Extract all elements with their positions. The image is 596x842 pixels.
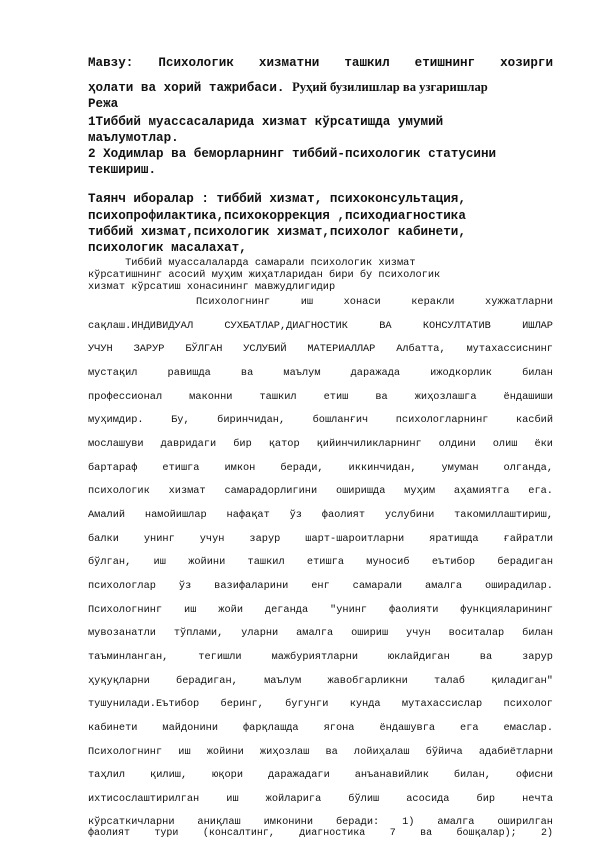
body-line: Психологнинг иш жойи деганда "унинг фаолияти функцияларининг [88,604,553,616]
body-line: мувозанатли тўплами, уларни амалга ошириш учун воситалар билан [88,627,553,639]
body-line: ихтисослаштирилган иш жойларига бўлиш асосида бир нечта [88,793,553,805]
body-line: кўрсаткичларни аниқлаш имконини беради: 1) амалга оширилган [88,816,553,828]
body-line: тушунилади.Еътибор беринг, бугунги кунда мутахассислар психолог [88,698,553,710]
body-line: Психологнинг иш хонаси керакли хужжатларни [196,296,553,308]
title-line-2 [88,80,488,95]
intro-line: хизмат кўрсатиш хонасининг мавжудлигидир [88,281,336,293]
plan-item-1-line-2: маълумотлар. [88,131,179,145]
body-line: Психологнинг иш жойини жиҳозлаш ва лойиҳалаш бўйича адабиётларни [88,746,553,758]
body-line: таъминланган, тегишли мажбуриятларни юклайдиган ва зарур [88,651,553,663]
title-line-2-serif: Руҳий бузилишлар ва узгаришлар [292,80,488,94]
plan-label: Режа [88,97,119,111]
body-line: муҳимдир. Бу, биринчидан, бошланғич психологларнинг касбий [88,414,553,426]
intro-line: Тиббий муассалаларда самарали психологик хизмат [88,257,416,269]
plan-item-1-line-1: 1Тиббий муассаcаларида хизмат кўрсатишда умумий [88,115,444,129]
title-line-1: Мавзу: Психологик хизматни ташкил етишнинг хозирги [88,56,553,70]
body-line: кабинети майдонини фарқлашда ягона ёндашувга ега емаслар. [88,722,553,734]
body-line: сақлаш.ИНДИВИДУАЛ СУХБАТЛАР,ДИАГНОСТИК ВА КОНСУЛТАТИВ ИШЛАР [88,320,553,332]
body-line: Амалий намойишлар нафақат ўз фаолият услубини такомиллаштириш, [88,509,553,521]
body-line: ҳуқуқларни берадиган, маълум жавобгарликни талаб қиладиган" [88,675,553,687]
body-line: таҳлил қилиш, юқори даражадаги анъанавийлик билан, офисни [88,769,553,781]
body-line: фаолият тури (консалтинг, диагностика 7 ва бошқалар); 2) [88,828,553,839]
body-line: профессионал маконни ташкил етиш ва жиҳозлашга ёндашиши [88,391,553,403]
intro-line: кўрсатишнинг асосий муҳим жиҳатларидан бири бу психологик [88,269,441,281]
body-line: бўлган, иш жойини ташкил етишга муносиб еътибор берадиган [88,556,553,568]
plan-item-2-line-2: текшириш. [88,163,157,177]
body-line: бартараф етишга имкон беради, иккинчидан, умуман олганда, [88,462,553,474]
body-line: мустақил равишда ва маълум даражада ижодкорлик билан [88,367,553,379]
body-line: психологик хизмат самарадорлигини оширишда муҳим аҳамиятга ега. [88,485,553,497]
body-line: УЧУН ЗАРУР БЎЛГАН УСЛУБИЙ МАТЕРИАЛЛАР Албатта, мутахассиснинг [88,343,553,355]
keywords-line: Таянч иборалар : тиббий хизмат, психоконсультация, [88,192,466,206]
body-line: мослашуви давридаги бир қатор қийинчиликларнинг олдини олиш ёки [88,438,553,450]
title-line-2-mono: ҳолати ва хорий тажрибаси. [88,81,293,95]
keywords-line: психопрофилактика,психокоррекция ,психодиагностика [88,209,466,223]
plan-item-2-line-1: 2 Ходимлар ва беморларнинг тиббий-психологик статусини [88,147,497,161]
keywords-line: тиббий хизмат,психологик хизмат,психолог кабинети, [88,225,466,239]
body-line: психологлар ўз вазифаларини енг самарали амалга оширадилар. [88,580,553,592]
keywords-line: психологик масалахат, [88,241,247,255]
body-line: балки унинг учун зарур шарт-шароитларни яратишда ғайратли [88,533,553,545]
